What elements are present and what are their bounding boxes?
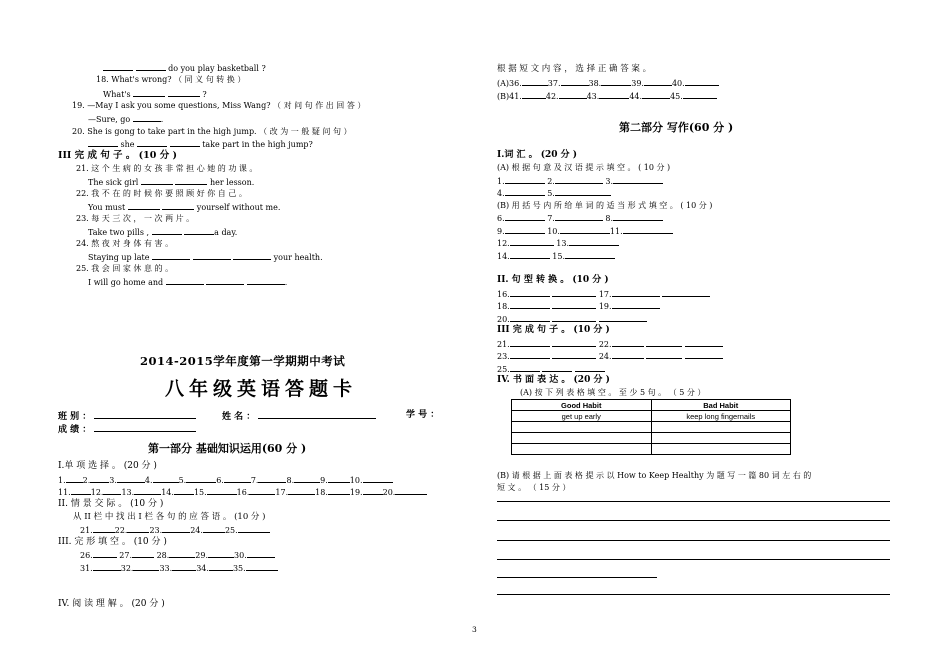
q17-text: do you play basketball ? — [168, 64, 266, 73]
q22-chinese: 22. 我 不 在 的 时 候 你 要 照 顾 好 你 自 己 。 — [76, 189, 247, 198]
part2-section1: I.词 汇 。 (20 分 ) — [497, 150, 578, 160]
vocab-row-9-11: 9. 10. 11. — [497, 225, 673, 237]
habit-table-cell — [651, 422, 791, 433]
q21-english: The sick girl her lesson. — [88, 178, 255, 187]
part2-section2: II. 句 型 转 换 。 (10 分 ) — [497, 275, 609, 285]
exam-title: 2014-2015学年度第一学期期中考试 — [140, 354, 346, 368]
page-number: 3 — [472, 625, 477, 634]
q18-prompt: 18. What's wrong? （ 同 义 句 转 换 ） — [96, 75, 246, 84]
vocab-row-6-8: 6. 7. 8. — [497, 212, 663, 224]
q19-prompt: 19. —May I ask you some questions, Miss Wang? （ 对 问 句 作 出 回 答 ） — [72, 101, 366, 110]
name-field: 姓 名 ： — [222, 410, 376, 423]
habit-table-cell: keep long fingernails — [651, 411, 791, 422]
number-field: 学 号 ： — [406, 410, 440, 420]
part2-section1a: (A) 根 据 句 意 及 汉 语 提 示 填 空 。 ( 10 分 ) — [497, 163, 671, 172]
vocab-row-12-13: 12. 13. — [497, 237, 619, 249]
part2-section4: IV. 书 面 表 达 。 (20 分 ) — [497, 375, 610, 385]
part1-section1: I.单 项 选 择 。 (20 分 ) — [58, 461, 157, 471]
complete-row-23-24: 23. 24. — [497, 350, 723, 362]
writing-line — [497, 520, 890, 521]
habit-table-cell — [512, 444, 652, 455]
answer-row-26-30: 26. 27. 28. 29. 30. — [80, 549, 275, 561]
answer-row-31-35: 31. 32. 33. 34. 35. — [80, 562, 278, 574]
vocab-row-14-15: 14. 15. — [497, 250, 615, 262]
q22-english: You must yourself without me. — [88, 203, 281, 212]
part2-section4b-line2: 短 文 。 （ 15 分 ） — [497, 483, 571, 492]
q21-chinese: 21. 这 个 生 病 的 女 孩 非 常 担 心 她 的 功 课 。 — [76, 164, 258, 173]
q20-answer-line: she take part in the high jump? — [88, 138, 313, 150]
section-complete-sentences: III 完 成 句 子 。 (10 分 ) — [58, 150, 178, 161]
part2-title: 第二部分 写作(60 分 ) — [619, 121, 734, 134]
part2-section3: III 完 成 句 子 。 (10 分 ) — [497, 325, 610, 335]
writing-line — [497, 540, 890, 541]
part1-section4: IV. 阅 读 理 解 。 (20 分 ) — [58, 599, 165, 609]
vocab-row-1-3: 1. 2. 3. — [497, 175, 663, 187]
habit-table-cell — [651, 433, 791, 444]
writing-line — [497, 594, 890, 595]
habit-table-cell — [651, 444, 791, 455]
transform-row-20: 20. — [497, 313, 647, 325]
habit-table-header-good: Good Habit — [512, 400, 652, 411]
q18-answer-line: What's ? — [103, 90, 207, 99]
reading-instruction: 根 据 短 文 内 容 ， 选 择 正 确 答 案 。 — [497, 64, 652, 74]
complete-row-21-22: 21. 22. — [497, 338, 723, 350]
part1-section2: II. 情 景 交 际 。 (10 分 ) — [58, 499, 164, 509]
q23-english: Take two pills , a day. — [88, 228, 238, 237]
q19-answer-line: —Sure, go . — [88, 115, 164, 124]
part2-section1b: (B) 用 括 号 内 所 给 单 词 的 适 当 形 式 填 空 。 ( 10 分 ) — [497, 201, 713, 210]
score-field: 成 绩 ： — [58, 423, 196, 436]
q23-chinese: 23. 每 天 三 次 ， 一 次 两 片 。 — [76, 214, 195, 223]
writing-line — [497, 501, 890, 502]
writing-line — [497, 577, 657, 578]
transform-row-18-19: 18. 19. — [497, 300, 660, 312]
reading-row-b: (B)41. 42. 43. 44. 45. — [497, 90, 717, 102]
q24-chinese: 24. 熬 夜 对 身 体 有 害 。 — [76, 239, 174, 248]
part1-section2-instruction: 从 II 栏 中 找 出 I 栏 各 句 的 应 答 语 。 (10 分 ) — [73, 512, 266, 522]
writing-line — [497, 559, 890, 560]
answer-row-11-20: 11. 12. 13. 14. 15. 16. 17. 18. 19. 20. — [58, 486, 427, 498]
transform-row-16-17: 16. 17. — [497, 288, 710, 300]
answer-row-1-10: 1. 2. 3. 4. 5. 6. 7. 8. 9. 10. — [58, 474, 393, 486]
habit-table-header-bad: Bad Habit — [651, 400, 791, 411]
answer-row-21-25: 21. 22. 23. 24. 25. — [80, 524, 270, 536]
class-field: 班 别 ： — [58, 410, 196, 423]
complete-row-25: 25. — [497, 363, 605, 375]
habit-table-cell — [512, 422, 652, 433]
part1-title: 第一部分 基础知识运用(60 分 ) — [148, 442, 307, 455]
q20-prompt: 20. She is gong to take part in the high jump. （ 改 为 一 般 疑 问 句 ） — [72, 127, 352, 136]
reading-row-a: (A)36. 37. 38. 39. 40. — [497, 77, 719, 89]
part2-section4b-line1: (B) 请 根 据 上 面 表 格 提 示 以 How to Keep Healthy 为 题 写 一 篇 80 词 左 右 的 — [497, 471, 812, 480]
q17-line — [103, 62, 266, 74]
vocab-row-4-5: 4. 5. — [497, 187, 611, 199]
q25-english: I will go home and . — [88, 278, 288, 287]
habit-table-cell: get up early — [512, 411, 652, 422]
answer-card-title: 八年级英语答题卡 — [165, 378, 358, 400]
habit-table — [511, 399, 791, 455]
q24-english: Staying up late your health. — [88, 253, 323, 262]
habit-table-cell — [512, 433, 652, 444]
part2-section4a: (A) 按 下 列 表 格 填 空 。 至 少 5 句 。 （ 5 分 ） — [520, 388, 706, 397]
q25-chinese: 25. 我 会 回 家 休 息 的 。 — [76, 264, 174, 273]
part1-section3: III. 完 形 填 空 。 (10 分 ) — [58, 537, 167, 547]
